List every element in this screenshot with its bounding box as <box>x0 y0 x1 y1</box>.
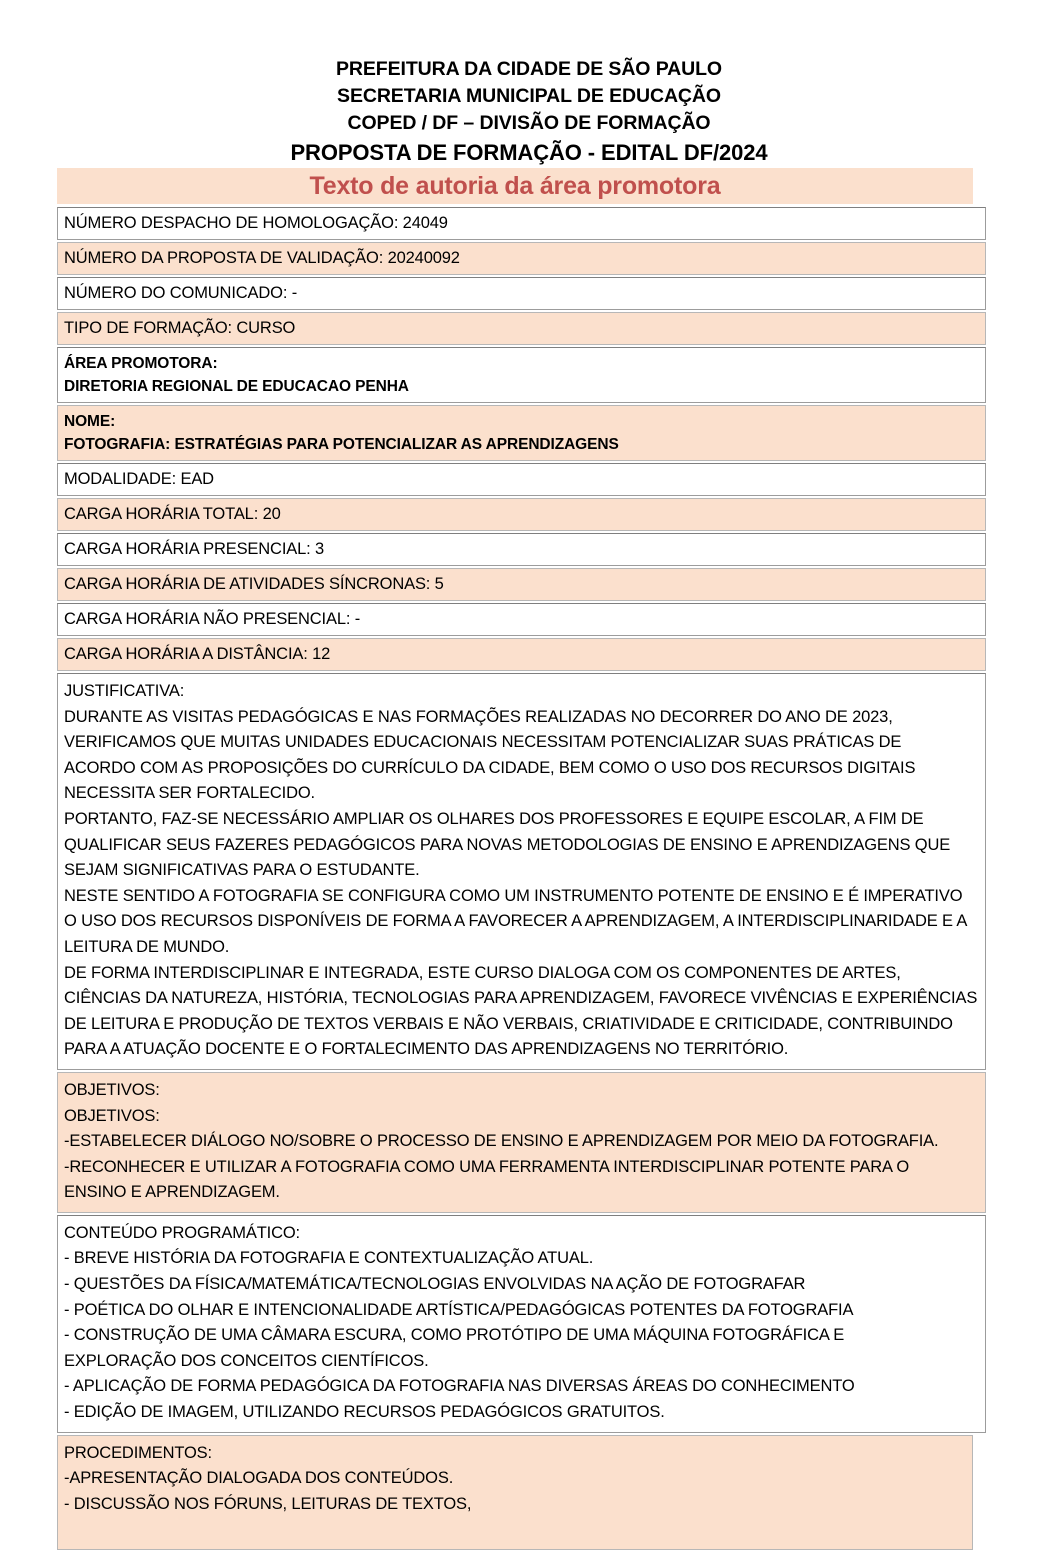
section-conteudo-programatico <box>57 1215 986 1433</box>
justificativa-line: NESTE SENTIDO A FOTOGRAFIA SE CONFIGURA COMO UM INSTRUMENTO POTENTE DE ENSINO E É IMPERATIVO <box>64 886 963 905</box>
justificativa-line: LEITURA DE MUNDO. <box>64 937 230 956</box>
field-area-promotora-value: DIRETORIA REGIONAL DE EDUCACAO PENHA <box>64 378 409 395</box>
section-justificativa <box>57 673 986 1070</box>
conteudo-line: - EDIÇÃO DE IMAGEM, UTILIZANDO RECURSOS PEDAGÓGICOS GRATUITOS. <box>64 1403 665 1422</box>
field-row-carga-horaria-total <box>57 498 986 531</box>
field-row-carga-horaria-presencial <box>57 533 986 566</box>
field-row-carga-horaria-distancia <box>57 638 986 671</box>
section-procedimentos <box>57 1435 973 1550</box>
justificativa-line: O USO DOS RECURSOS DISPONÍVEIS DE FORMA A FAVORECER A APRENDIZAGEM, A INTERDISCIPLINARIDADE E A <box>64 912 968 931</box>
justificativa-line: DE FORMA INTERDISCIPLINAR E INTEGRADA, ESTE CURSO DIALOGA COM OS COMPONENTES DE ARTES, <box>64 963 901 982</box>
procedimentos-spacer <box>64 1517 970 1543</box>
justificativa-line: ACORDO COM AS PROPOSIÇÕES DO CURRÍCULO DA CIDADE, BEM COMO O USO DOS RECURSOS DIGITAIS <box>64 758 916 777</box>
justificativa-line: DURANTE AS VISITAS PEDAGÓGICAS E NAS FORMAÇÕES REALIZADAS NO DECORRER DO ANO DE 2023, <box>64 707 893 726</box>
justificativa-line: VERIFICAMOS QUE MUITAS UNIDADES EDUCACIONAIS NECESSITAM POTENCIALIZAR SUAS PRÁTICAS DE <box>64 733 902 752</box>
header-line-prefeitura: PREFEITURA DA CIDADE DE SÃO PAULO <box>336 58 722 80</box>
justificativa-line: PORTANTO, FAZ-SE NECESSÁRIO AMPLIAR OS OLHARES DOS PROFESSORES E EQUIPE ESCOLAR, A FIM DE <box>64 809 924 828</box>
procedimentos-label: PROCEDIMENTOS: <box>64 1443 212 1462</box>
justificativa-line: PARA A ATUAÇÃO DOCENTE E O FORTALECIMENTO DAS APRENDIZAGENS NO TERRITÓRIO. <box>64 1040 789 1059</box>
conteudo-line: EXPLORAÇÃO DOS CONCEITOS CIENTÍFICOS. <box>64 1351 429 1370</box>
objetivos-line: OBJETIVOS: <box>64 1106 160 1125</box>
field-nome-label: NOME: <box>64 413 116 430</box>
justificativa-line: NECESSITA SER FORTALECIDO. <box>64 784 315 803</box>
field-despacho-text: NÚMERO DESPACHO DE HOMOLOGAÇÃO: 24049 <box>64 214 448 232</box>
field-row-carga-horaria-sincronas <box>57 568 986 601</box>
field-row-carga-horaria-nao-presencial <box>57 603 986 636</box>
conteudo-line: - APLICAÇÃO DE FORMA PEDAGÓGICA DA FOTOGRAFIA NAS DIVERSAS ÁREAS DO CONHECIMENTO <box>64 1377 855 1396</box>
document-header <box>0 0 1058 168</box>
field-ch-total-text: CARGA HORÁRIA TOTAL: 20 <box>64 505 281 523</box>
field-ch-presencial-text: CARGA HORÁRIA PRESENCIAL: 3 <box>64 540 325 558</box>
conteudo-line: - POÉTICA DO OLHAR E INTENCIONALIDADE ARTÍSTICA/PEDAGÓGICAS POTENTES DA FOTOGRAFIA <box>64 1300 854 1319</box>
conteudo-label: CONTEÚDO PROGRAMÁTICO: <box>64 1223 300 1242</box>
field-comunicado-text: NÚMERO DO COMUNICADO: - <box>64 284 298 302</box>
field-area-promotora-label: ÁREA PROMOTORA: <box>64 355 218 372</box>
conteudo-line: - QUESTÕES DA FÍSICA/MATEMÁTICA/TECNOLOGIAS ENVOLVIDAS NA AÇÃO DE FOTOGRAFAR <box>64 1275 806 1294</box>
justificativa-line: DE LEITURA E PRODUÇÃO DE TEXTOS VERBAIS E NÃO VERBAIS, CRIATIVIDADE E CRITICIDADE, CONTRIBUINDO <box>64 1014 953 1033</box>
justificativa-line: CIÊNCIAS DA NATUREZA, HISTÓRIA, TECNOLOGIAS PARA APRENDIZAGEM, FAVORECE VIVÊNCIAS E EXPERIÊNCIAS <box>64 989 978 1008</box>
justificativa-line: QUALIFICAR SEUS FAZERES PEDAGÓGICOS PARA NOVAS METODOLOGIAS DE ENSINO E APRENDIZAGENS QUE <box>64 835 951 854</box>
field-nome-value: FOTOGRAFIA: ESTRATÉGIAS PARA POTENCIALIZAR AS APRENDIZAGENS <box>64 436 619 453</box>
header-line-coped: COPED / DF – DIVISÃO DE FORMAÇÃO <box>347 112 711 134</box>
objetivos-line: ENSINO E APRENDIZAGEM. <box>64 1183 280 1202</box>
justificativa-label: JUSTIFICATIVA: <box>64 682 185 700</box>
field-ch-sincronas-text: CARGA HORÁRIA DE ATIVIDADES SÍNCRONAS: 5 <box>64 575 444 593</box>
objetivos-label: OBJETIVOS: <box>64 1080 160 1099</box>
procedimentos-line: -APRESENTAÇÃO DIALOGADA DOS CONTEÚDOS. <box>64 1469 454 1488</box>
field-row-nome <box>57 405 986 461</box>
field-row-area-promotora <box>57 347 986 403</box>
section-banner-autoria: Texto de autoria da área promotora <box>57 168 973 204</box>
field-row-modalidade <box>57 463 986 496</box>
field-ch-distancia-text: CARGA HORÁRIA A DISTÂNCIA: 12 <box>64 645 331 663</box>
objetivos-line: -RECONHECER E UTILIZAR A FOTOGRAFIA COMO UMA FERRAMENTA INTERDISCIPLINAR POTENTE PARA O <box>64 1157 910 1176</box>
field-row-tipo-formacao <box>57 312 986 345</box>
conteudo-line: - BREVE HISTÓRIA DA FOTOGRAFIA E CONTEXTUALIZAÇÃO ATUAL. <box>64 1249 594 1268</box>
field-ch-nao-presencial-text: CARGA HORÁRIA NÃO PRESENCIAL: - <box>64 610 361 628</box>
conteudo-line: - CONSTRUÇÃO DE UMA CÂMARA ESCURA, COMO PROTÓTIPO DE UMA MÁQUINA FOTOGRÁFICA E <box>64 1326 845 1345</box>
document-title: PROPOSTA DE FORMAÇÃO - EDITAL DF/2024 <box>290 140 768 165</box>
field-proposta-text: NÚMERO DA PROPOSTA DE VALIDAÇÃO: 20240092 <box>64 249 460 267</box>
procedimentos-line: - DISCUSSÃO NOS FÓRUNS, LEITURAS DE TEXTOS, <box>64 1494 472 1513</box>
proposal-fields-table <box>57 207 986 1550</box>
header-line-secretaria: SECRETARIA MUNICIPAL DE EDUCAÇÃO <box>337 85 721 107</box>
field-row-despacho <box>57 207 986 240</box>
field-tipo-formacao-text: TIPO DE FORMAÇÃO: CURSO <box>64 319 296 337</box>
field-row-proposta <box>57 242 986 275</box>
justificativa-line: SEJAM SIGNIFICATIVAS PARA O ESTUDANTE. <box>64 861 420 880</box>
field-row-comunicado <box>57 277 986 310</box>
objetivos-line: -ESTABELECER DIÁLOGO NO/SOBRE O PROCESSO DE ENSINO E APRENDIZAGEM POR MEIO DA FOTOGRAFIA. <box>64 1132 939 1151</box>
field-modalidade-text: MODALIDADE: EAD <box>64 470 214 488</box>
section-objetivos <box>57 1072 986 1213</box>
